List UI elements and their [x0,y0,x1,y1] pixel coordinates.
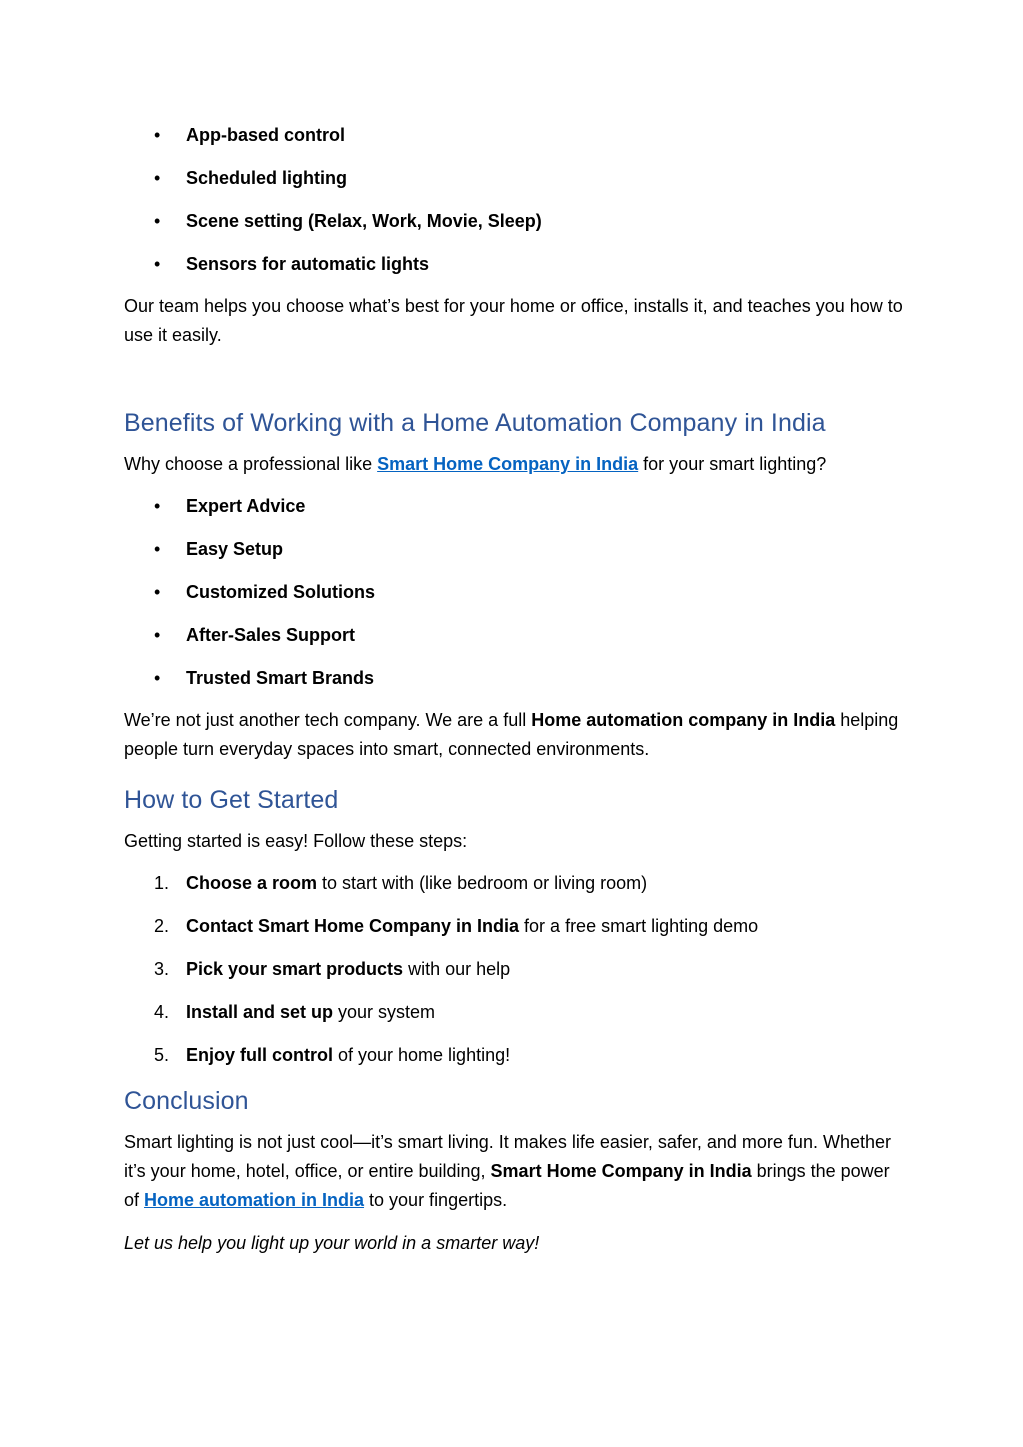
list-item: • Scene setting (Relax, Work, Movie, Sleep) [124,208,904,234]
features-list [124,122,904,277]
benefits-closing: We’re not just another tech company. We are a full Home automation company in India helping people turn everyday spaces into smart, connected environments. [124,710,899,759]
list-item: • Customized Solutions [124,579,904,605]
benefits-intro: Why choose a professional like Smart Home Company in India for your smart lighting? [124,454,827,474]
list-item: • Expert Advice [124,493,904,519]
list-item: • Sensors for automatic lights [124,251,904,277]
team-paragraph: Our team helps you choose what’s best for your home or office, installs it, and teaches you how to use it easily. [124,296,903,345]
smart-home-company-link[interactable]: Smart Home Company in India [377,454,639,474]
document-content [124,122,904,1272]
list-item: 3. Pick your smart products with our help [154,959,511,979]
list-item: • Scheduled lighting [124,165,904,191]
list-item: • Trusted Smart Brands [124,665,904,691]
home-automation-link[interactable]: Home automation in India [144,1190,365,1210]
list-item: • Easy Setup [124,536,904,562]
get-started-intro: Getting started is easy! Follow these steps: [124,831,468,851]
list-item: 2. Contact Smart Home Company in India for a free smart lighting demo [154,916,759,936]
list-item: • App-based control [124,122,904,148]
conclusion-heading: Conclusion [124,1087,249,1115]
benefits-list [124,493,904,691]
list-item: • After-Sales Support [124,622,904,648]
list-item: 1. Choose a room to start with (like bedroom or living room) [154,873,648,893]
conclusion-paragraph: Smart lighting is not just cool—it’s smart living. It makes life easier, safer, and more fun. Whether it’s your home, hotel, office, or entire building, Smart Home Company in India brings the power of Home automation in India to your fingertips. [124,1132,891,1210]
list-item: 4. Install and set up your system [154,1002,436,1022]
conclusion-tagline: Let us help you light up your world in a smarter way! [124,1233,540,1253]
benefits-heading: Benefits of Working with a Home Automation Company in India [124,409,826,437]
list-item: 5. Enjoy full control of your home lighting! [154,1045,511,1065]
steps-list [124,870,904,1068]
get-started-heading: How to Get Started [124,786,339,814]
